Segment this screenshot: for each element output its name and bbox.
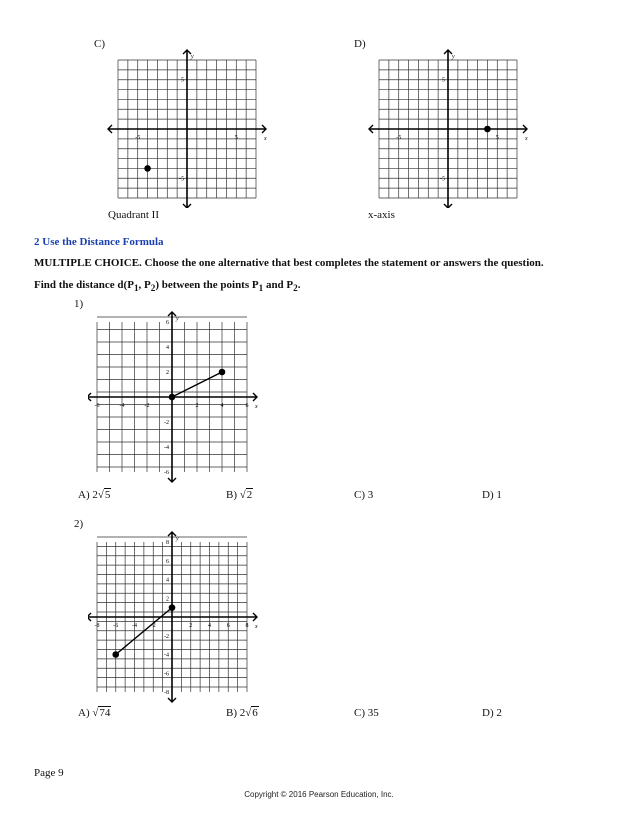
page-number: Page 9 — [34, 767, 64, 779]
graph-q2 — [88, 528, 263, 706]
graph-c-caption: Quadrant II — [108, 209, 160, 221]
graph-d — [367, 48, 535, 208]
x-tick-label: 6 — [226, 623, 230, 629]
x-axis-label: x — [255, 404, 258, 410]
x-tick-label: -6 — [113, 623, 119, 629]
y-tick-label: -2 — [164, 420, 169, 426]
graph-d-caption: x-axis — [368, 209, 395, 221]
y-axis-label: y — [191, 54, 194, 60]
x-tick-label: 6 — [245, 403, 249, 409]
q1-choice-a[interactable]: A) 2√5 — [78, 489, 111, 501]
question-1-number: 1) — [74, 298, 84, 310]
y-tick-label: -5 — [440, 176, 445, 183]
question-2-number: 2) — [74, 518, 84, 530]
plotted-point — [169, 604, 176, 611]
mc-instructions: MULTIPLE CHOICE. Choose the one alternative that best completes the statement or answers the question. — [34, 257, 544, 269]
find-distance-prompt: Find the distance $d(P_1$, $P_2$) between the points $P_1$ and $P_2$. — [34, 279, 301, 294]
y-tick-label: 6 — [166, 320, 169, 326]
plotted-point — [144, 165, 151, 172]
x-tick-label: -2 — [150, 623, 156, 629]
y-tick-label: 4 — [166, 345, 169, 351]
y-tick-label: -4 — [164, 445, 169, 451]
x-tick-label: 8 — [245, 623, 249, 629]
plotted-point — [219, 369, 226, 376]
x-tick-label: -4 — [119, 403, 125, 409]
choice-c-label: C) — [94, 38, 105, 50]
graph-c — [106, 48, 274, 208]
x-tick-label: -6 — [94, 403, 100, 409]
plotted-point — [169, 394, 176, 401]
y-tick-label: 5 — [442, 77, 445, 84]
section-title: 2 Use the Distance Formula — [34, 236, 164, 248]
q2-choice-c[interactable]: C) 35 — [354, 707, 379, 719]
q1-choice-c[interactable]: C) 3 — [354, 489, 374, 501]
x-tick-label: 4 — [208, 623, 211, 629]
y-tick-label: -5 — [179, 176, 184, 183]
y-tick-label: 4 — [166, 577, 169, 584]
choice-d-label: D) — [354, 38, 366, 50]
x-tick-label: 2 — [189, 623, 193, 629]
x-tick-label: -4 — [132, 623, 137, 629]
x-tick-label: 5 — [495, 135, 499, 141]
x-axis-label: x — [264, 136, 267, 142]
y-tick-label: -4 — [164, 652, 169, 659]
y-tick-label: 6 — [166, 558, 169, 565]
x-tick-label: -8 — [94, 623, 100, 629]
y-tick-label: -6 — [164, 671, 169, 678]
y-tick-label: 5 — [181, 77, 184, 84]
x-tick-label: 2 — [195, 403, 199, 409]
y-tick-label: -2 — [164, 633, 169, 640]
x-tick-label: 4 — [220, 403, 224, 409]
x-axis-label: x — [255, 624, 258, 630]
q2-choice-d[interactable]: D) 2 — [482, 707, 502, 719]
copyright: Copyright © 2016 Pearson Education, Inc. — [244, 790, 394, 799]
x-tick-label: -5 — [135, 135, 141, 141]
y-tick-label: 2 — [166, 596, 169, 603]
plotted-point — [484, 126, 491, 133]
graph-q1 — [88, 308, 263, 488]
x-tick-label: -2 — [144, 403, 150, 409]
q1-choice-b[interactable]: B) √2 — [226, 489, 253, 501]
x-axis-label: x — [525, 136, 528, 142]
q2-choice-b[interactable]: B) 2√6 — [226, 707, 258, 719]
x-tick-label: 5 — [234, 135, 238, 141]
plotted-point — [112, 651, 119, 658]
y-axis-label: y — [176, 316, 179, 322]
q1-choice-d[interactable]: D) 1 — [482, 489, 502, 501]
y-axis-label: y — [452, 54, 455, 60]
y-axis-label: y — [176, 536, 179, 542]
q2-choice-a[interactable]: A) √74 — [78, 707, 111, 719]
x-tick-label: -5 — [396, 135, 402, 141]
y-tick-label: 2 — [166, 370, 169, 376]
y-tick-label: -6 — [164, 470, 169, 476]
y-tick-label: 8 — [166, 540, 169, 546]
y-tick-label: -8 — [164, 690, 169, 696]
